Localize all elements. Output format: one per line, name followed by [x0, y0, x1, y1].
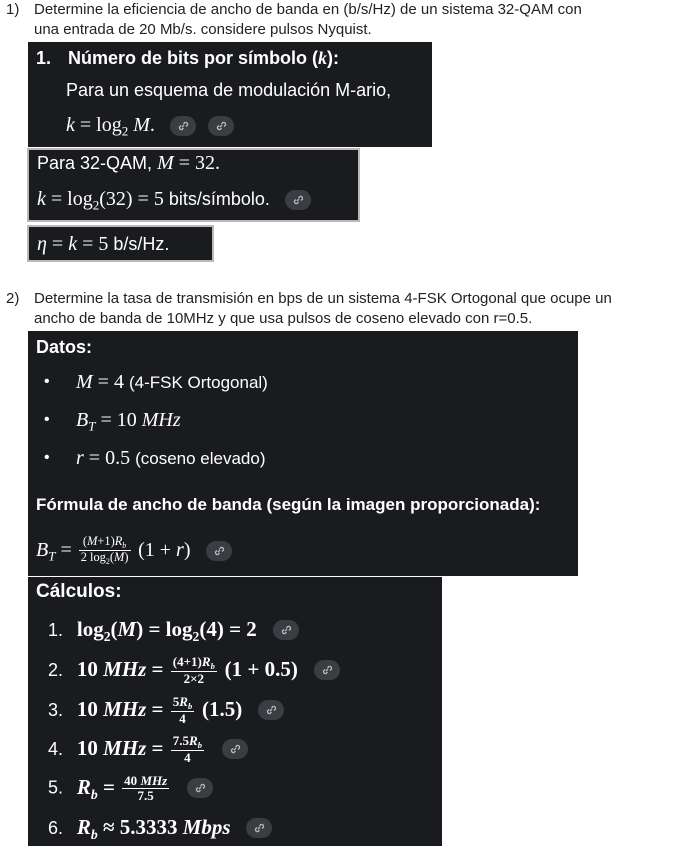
question-number: 1)	[6, 1, 20, 18]
link-icon[interactable]	[258, 700, 284, 720]
calc-step-3: 3. 10 MHz = $\frac{5R_b}{4}$ (1.5)	[48, 695, 284, 726]
link-icon[interactable]	[273, 620, 299, 640]
link-icon[interactable]	[206, 541, 232, 561]
link-icon[interactable]	[170, 116, 196, 136]
link-icon[interactable]	[208, 116, 234, 136]
given-m-32: Para 32-QAM, M = 32.	[37, 152, 221, 174]
answer-block-datos	[28, 331, 578, 576]
answer-block-efficiency	[27, 225, 214, 262]
question-1	[6, 0, 676, 40]
question-text-line-1: Determine la eficiencia de ancho de banda en (b/s/Hz) de un sistema 32-QAM con	[34, 1, 582, 18]
answer-block-calculos	[28, 577, 442, 846]
formula-heading: Fórmula de ancho de banda (según la imagen proporcionada):	[36, 495, 541, 514]
question-text-line-2: ancho de banda de 10MHz y que usa pulsos de coseno elevado con r=0.5.	[34, 310, 533, 327]
calc-step-2: 2. 10 MHz = $\frac{(4+1)R_b}{2\times 2}$ (1 + 0.5)	[48, 655, 340, 686]
formula-bt: $B_T$ = $\frac{(M+1)R_b}{2 \log_2(M)}$ (1 + r)	[36, 535, 232, 567]
step-heading: 1. Número de bits por símbolo (k):	[36, 48, 340, 68]
given-bt: $B_T = 10$ MHz	[76, 409, 181, 434]
given-r: r = 0.5 (coseno elevado)	[76, 447, 266, 469]
formula-eta: η = k = 5 b/s/Hz.	[37, 233, 170, 255]
answer-block-bits-per-symbol	[28, 42, 432, 147]
formula-k-log2-m: $k = \log_2 M$.	[66, 114, 234, 140]
given-m: M = 4 (4-FSK Ortogonal)	[76, 371, 268, 393]
link-icon[interactable]	[222, 739, 248, 759]
calc-step-5: 5. $R_b$ = $\frac{\text{40 MHz}}{7.5}$	[48, 774, 213, 802]
datos-heading: Datos:	[36, 337, 93, 357]
calc-step-1: 1. $\log_2(M) = \log_2(4) = 2$	[48, 617, 299, 645]
question-text-line-2: una entrada de 20 Mb/s. considere pulsos Nyquist.	[34, 21, 372, 38]
step-description: Para un esquema de modulación M-ario,	[66, 80, 392, 100]
bullet: •	[44, 373, 50, 390]
calc-step-4: 4. 10 MHz = $\frac{7.5R_b}{4}$	[48, 734, 248, 765]
calculos-heading: Cálculos:	[36, 581, 122, 602]
link-icon[interactable]	[187, 778, 213, 798]
answer-block-32qam	[27, 148, 360, 222]
calc-step-6: 6. $R_b \approx 5.3333$ Mbps	[48, 815, 272, 843]
bullet: •	[44, 411, 50, 428]
link-icon[interactable]	[314, 660, 340, 680]
link-icon[interactable]	[246, 818, 272, 838]
question-2	[6, 289, 676, 329]
bullet: •	[44, 449, 50, 466]
link-icon[interactable]	[285, 190, 311, 210]
question-number: 2)	[6, 290, 20, 307]
formula-k-equals-5: $k = \log_2(32) = 5$ bits/símbolo.	[37, 188, 311, 214]
question-text-line-1: Determine la tasa de transmisión en bps de un sistema 4-FSK Ortogonal que ocupe un	[34, 290, 612, 307]
